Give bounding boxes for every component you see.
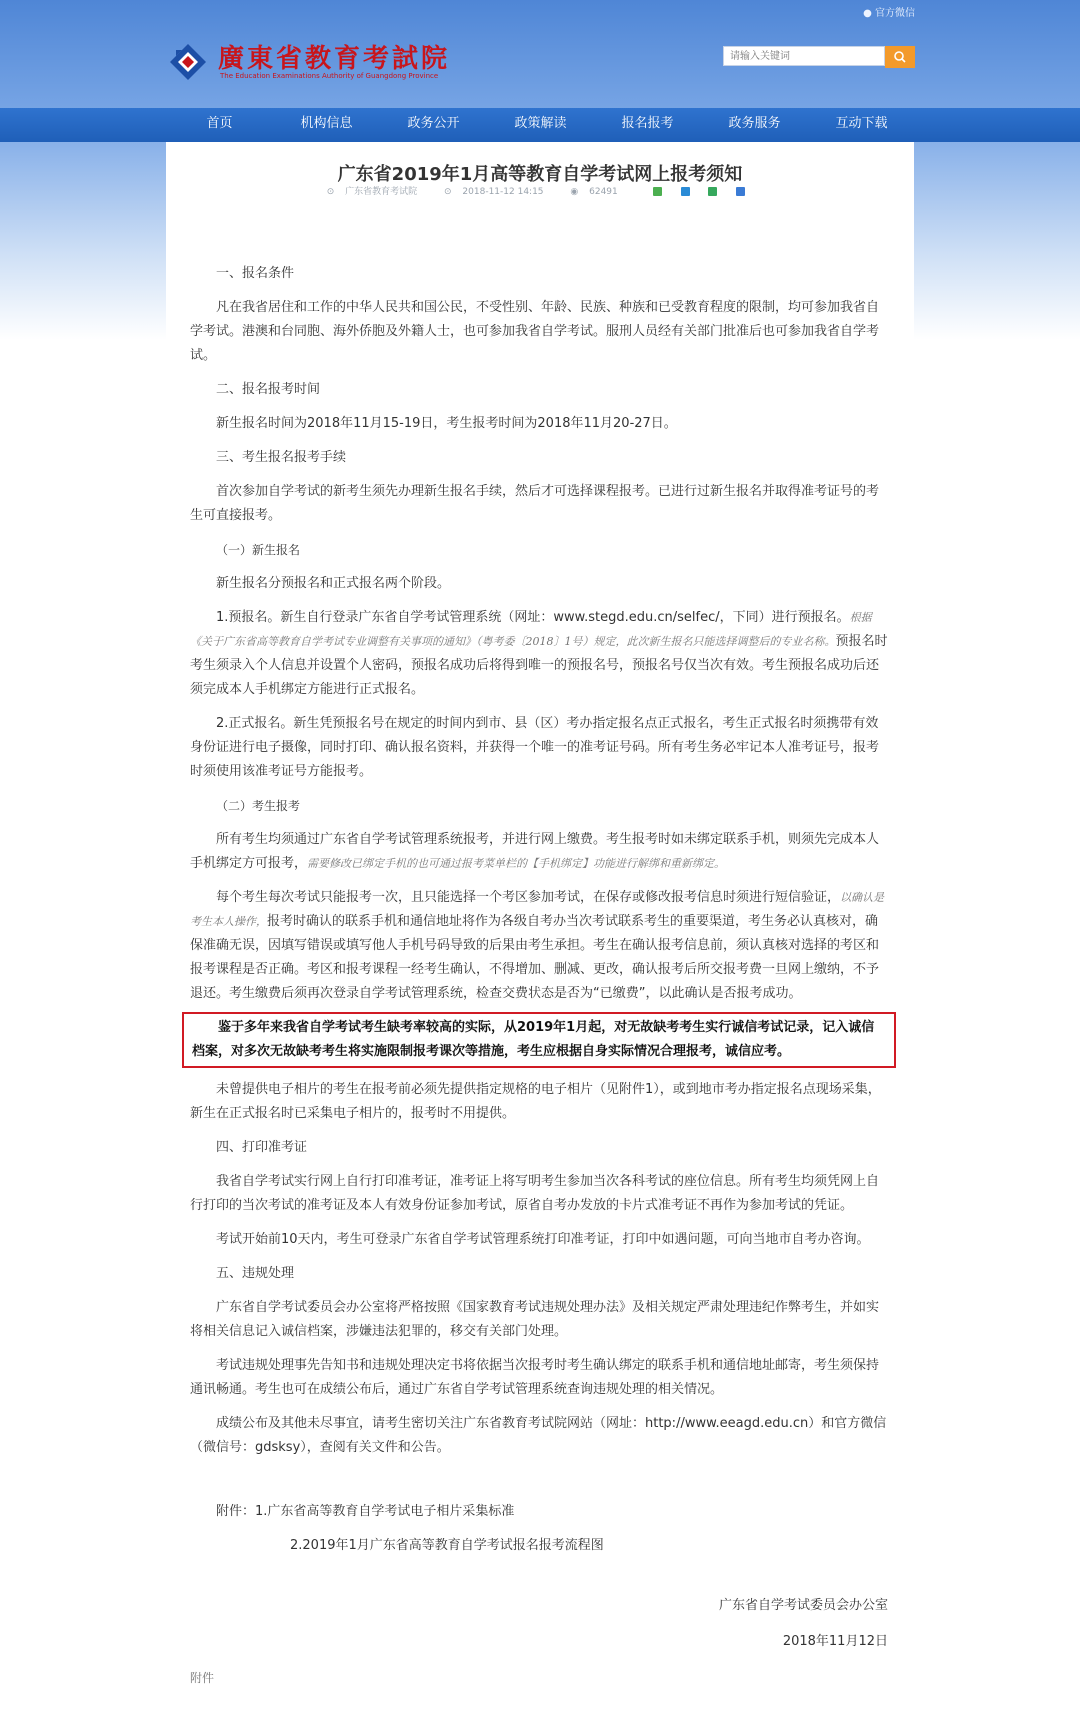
logo-title: 廣東省教育考試院 [218, 44, 451, 74]
paragraph: 我省自学考试实行网上自行打印准考证，准考证上将写明考生参加当次各科考试的座位信息。所有考生均须凭网上自行打印的当次考试的准考证及本人有效身份证参加考试，原省自考办发放的卡片式准考证不再作为参加考试的凭证。 [190, 1174, 880, 1213]
wechat-label: 官方微信 [875, 8, 915, 19]
logo-subtitle: The Education Examinations Authority of Guangdong Province [220, 72, 439, 80]
paragraph: 考试开始前10天内，考生可登录广东省自学考试管理系统打印准考证，打印中如遇问题，可向当地市自考办咨询。 [216, 1232, 870, 1247]
share-buttons [645, 187, 754, 197]
paragraph: 首次参加自学考试的新考生须先办理新生报名手续，然后才可选择课程报考。已进行过新生报名并取得准考证号的考生可直接报考。 [190, 484, 880, 523]
paragraph: 1.预报名。新生自行登录广东省自学考试管理系统（网址：www.stegd.edu.cn/selfec/，下同）进行预报名。根据《关于广东省高等教育自学考试专业调整有关事项的通知》（粤考委〔2018〕1号）规定，此次新生报名只能选择调整后的专业名称。预报名时考生须录入个人信息并设置个人密码，预报名成功后将得到唯一的预报名号，预报名号仅当次有效。考生预报名成功后还须完成本人手机绑定方能进行正式报名。 [190, 610, 888, 697]
paragraph: 所有考生均须通过广东省自学考试管理系统报考，并进行网上缴费。考生报考时如未绑定联系手机，则须先完成本人手机绑定方可报考，需要修改已绑定手机的也可通过报考菜单栏的【手机绑定】功能进行解绑和重新绑定。 [190, 832, 880, 871]
inline-note: 需要修改已绑定手机的也可通过报考菜单栏的【手机绑定】功能进行解绑和重新绑定。 [307, 857, 726, 870]
nav-item-downloads[interactable]: 互动下载 [835, 116, 888, 131]
paragraph: 考试违规处理事先告知书和违规处理决定书将依据当次报考时考生确认绑定的联系手机和通信地址邮寄，考生须保持通讯畅通。考生也可在成绩公布后，通过广东省自学考试管理系统查询违规处理的相关情况。 [190, 1358, 880, 1397]
signature [190, 1594, 888, 1654]
site-header [0, 0, 1080, 108]
paragraph: 新生报名时间为2018年11月15-19日，考生报考时间为2018年11月20-27日。 [216, 416, 677, 431]
site-logo[interactable] [168, 38, 451, 84]
inline-note: 根据《关于广东省高等教育自学考试专业调整有关事项的通知》（粤考委〔2018〕1号）规定，此次新生报名只能选择调整后的专业名称。 [190, 611, 872, 648]
share-qzone-icon[interactable] [708, 187, 717, 196]
attachment-link[interactable]: 2.2019年1月广东省高等教育自学考试报名报考流程图 [290, 1538, 604, 1553]
logo-diamond-icon [168, 42, 208, 82]
paragraph: 未曾提供电子相片的考生在报考前必须先提供指定规格的电子相片（见附件1），或到地市考办指定报名点现场采集，新生在正式报名时已采集电子相片的，报考时不用提供。 [190, 1082, 881, 1121]
search-box [723, 46, 915, 68]
attachment-link[interactable]: 附件：1.广东省高等教育自学考试电子相片采集标准 [216, 1504, 515, 1519]
nav-item-government-affairs[interactable]: 政务公开 [407, 116, 460, 131]
article-body [190, 262, 888, 1700]
share-wechat-icon[interactable] [653, 187, 662, 196]
section-heading: 一、报名条件 [216, 266, 295, 281]
wechat-icon: ● [863, 8, 872, 19]
paragraph: 成绩公布及其他未尽事宜，请考生密切关注广东省教育考试院网站（网址：http://www.eeagd.edu.cn）和官方微信（微信号：gdsksy），查阅有关文件和公告。 [190, 1416, 887, 1455]
signature-date: 2018年11月12日 [782, 1634, 888, 1649]
paragraph: 鉴于多年来我省自学考试考生缺考率较高的实际，从2019年1月起，对无故缺考考生实行诚信考试记录，记入诚信档案，对多次无故缺考考生将实施限制报考课次等措施，考生应根据自身实际情况合理报考，诚信应考。 [192, 1020, 875, 1059]
section-heading: 三、考生报名报考手续 [216, 450, 347, 465]
nav-item-policy[interactable]: 政策解读 [514, 116, 567, 131]
search-icon [885, 46, 915, 68]
wechat-link[interactable] [863, 4, 915, 19]
article-title: 广东省2019年1月高等教育自学考试网上报考须知 [337, 164, 743, 185]
paragraph: 每个考生每次考试只能报考一次，且只能选择一个考区参加考试，在保存或修改报考信息时须进行短信验证，以确认是考生本人操作，报考时确认的联系手机和通信地址将作为各级自考办当次考试联系考生的重要渠道，考生务必认真核对，确保准确无误，因填写错误或填写他人手机号码导致的后果由考生承担。考生在确认报考信息前，须认真核对选择的考区和报考课程是否正确。考区和报考课程一经考生确认，不得增加、删减、更改，确认报考后所交报考费一旦网上缴纳，不予退还。考生缴费后须再次登录自学考试管理系统，检查交费状态是否为“已缴费”，以此确认是否报考成功。 [190, 890, 885, 1001]
subsection-heading: （二）考生报考 [216, 799, 301, 813]
article-date: ⊙ 2018-11-12 14:15 [444, 187, 544, 197]
paragraph: 凡在我省居住和工作的中华人民共和国公民，不受性别、年龄、民族、种族和已受教育程度的限制，均可参加我省自学考试。港澳和台同胞、海外侨胞及外籍人士，也可参加我省自学考试。服刑人员经有关部门批准后也可参加我省自学考试。 [190, 300, 880, 363]
section-heading: 五、违规处理 [216, 1266, 295, 1281]
highlighted-notice [182, 1012, 896, 1068]
nav-item-home[interactable]: 首页 [206, 116, 233, 131]
nav-item-organization[interactable]: 机构信息 [300, 116, 353, 131]
signature-org: 广东省自学考试委员会办公室 [718, 1598, 888, 1613]
paragraph: 广东省自学考试委员会办公室将严格按照《国家教育考试违规处理办法》及相关规定严肃处理违纪作弊考生，并如实将相关信息记入诚信档案，涉嫌违法犯罪的，移交有关部门处理。 [190, 1300, 880, 1339]
subsection-heading: （一）新生报名 [216, 543, 301, 557]
article-views: ◉ 62491 [570, 187, 618, 197]
search-button[interactable] [885, 46, 915, 68]
article-container [166, 142, 914, 1730]
search-input[interactable] [723, 46, 885, 66]
paragraph: 新生报名分预报名和正式报名两个阶段。 [216, 576, 451, 591]
main-nav [0, 108, 1080, 142]
nav-item-registration[interactable]: 报名报考 [621, 116, 674, 131]
paragraph: 2.正式报名。新生凭预报名号在规定的时间内到市、县（区）考办指定报名点正式报名，考生正式报名时须携带有效身份证进行电子摄像，同时打印、确认报名资料，并获得一个唯一的准考证号码。所有考生务必牢记本人准考证号，报考时须使用该准考证号方能报考。 [190, 716, 880, 779]
inline-note: 以确认是考生本人操作， [190, 891, 885, 928]
section-heading: 四、打印准考证 [216, 1140, 308, 1155]
article-source: ⊙ 广东省教育考试院 [326, 187, 418, 197]
share-weibo-icon[interactable] [681, 187, 690, 196]
section-heading: 二、报名报考时间 [216, 382, 321, 397]
nav-item-services[interactable]: 政务服务 [728, 116, 781, 131]
attachments-label: 附件 [190, 1671, 215, 1685]
article-meta [166, 184, 914, 197]
share-more-icon[interactable] [736, 187, 745, 196]
attachments [190, 1500, 888, 1558]
